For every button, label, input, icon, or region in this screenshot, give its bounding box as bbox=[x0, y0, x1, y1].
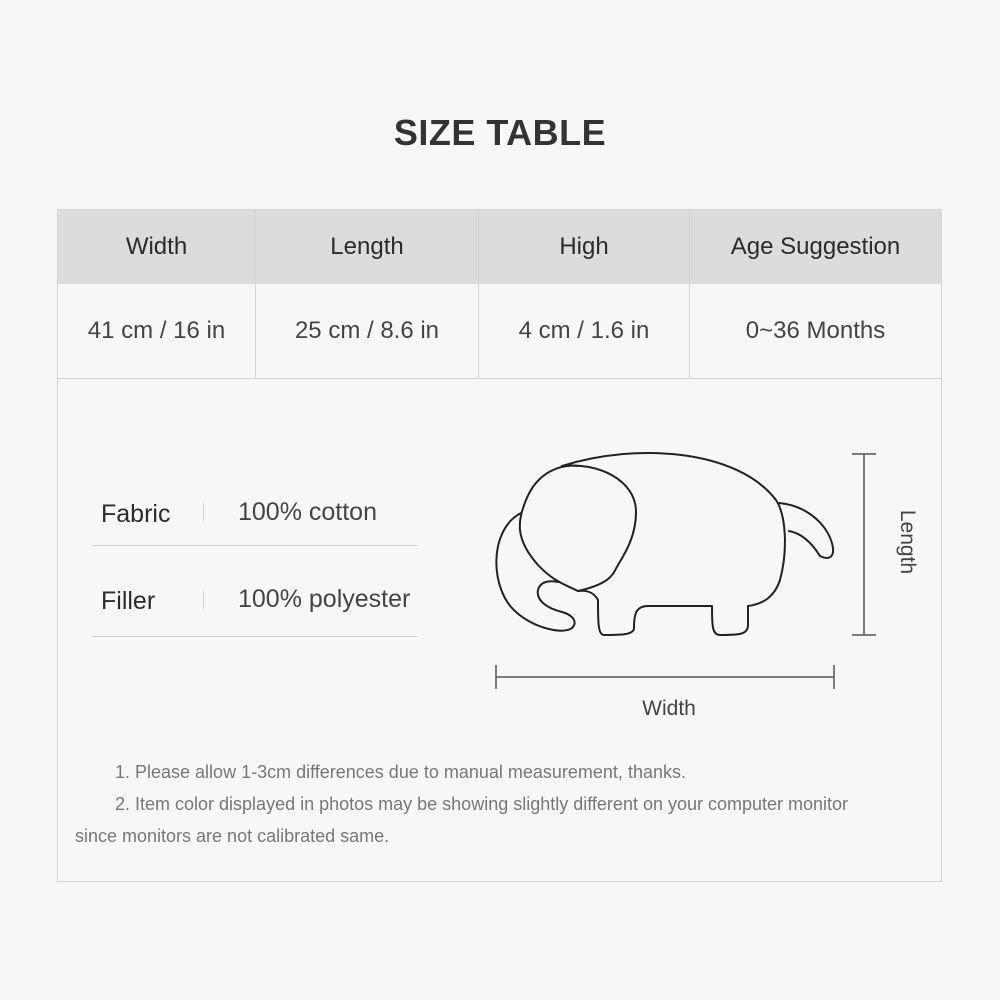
header-high: High bbox=[479, 210, 690, 284]
header-age-suggestion: Age Suggestion bbox=[730, 233, 901, 260]
size-table bbox=[57, 209, 942, 882]
elephant-outline-icon bbox=[496, 453, 833, 635]
header-width: Width bbox=[58, 210, 256, 284]
page-title: SIZE TABLE bbox=[393, 112, 607, 153]
spec-value: 100% polyester bbox=[238, 585, 411, 613]
width-dimension-line bbox=[496, 665, 834, 689]
value-length: 25 cm / 8.6 in bbox=[256, 284, 479, 378]
spec-key: Filler bbox=[101, 587, 156, 615]
length-label: Length bbox=[896, 509, 919, 575]
spec-value: 100% cotton bbox=[238, 498, 377, 526]
length-dimension-line bbox=[852, 454, 876, 635]
value-width: 41 cm / 16 in bbox=[58, 284, 256, 378]
note-line-2: 2. Item color displayed in photos may be showing slightly different on your computer monitor bbox=[115, 794, 849, 814]
spec-key: Fabric bbox=[101, 500, 171, 528]
header-length: Length bbox=[256, 210, 479, 284]
value-high: 4 cm / 1.6 in bbox=[479, 284, 690, 378]
note-line-1: 1. Please allow 1-3cm differences due to manual measurement, thanks. bbox=[115, 762, 686, 782]
width-label: Width bbox=[642, 697, 696, 720]
value-age-suggestion: 0~36 Months bbox=[745, 317, 886, 344]
note-line-3: since monitors are not calibrated same. bbox=[75, 826, 390, 846]
